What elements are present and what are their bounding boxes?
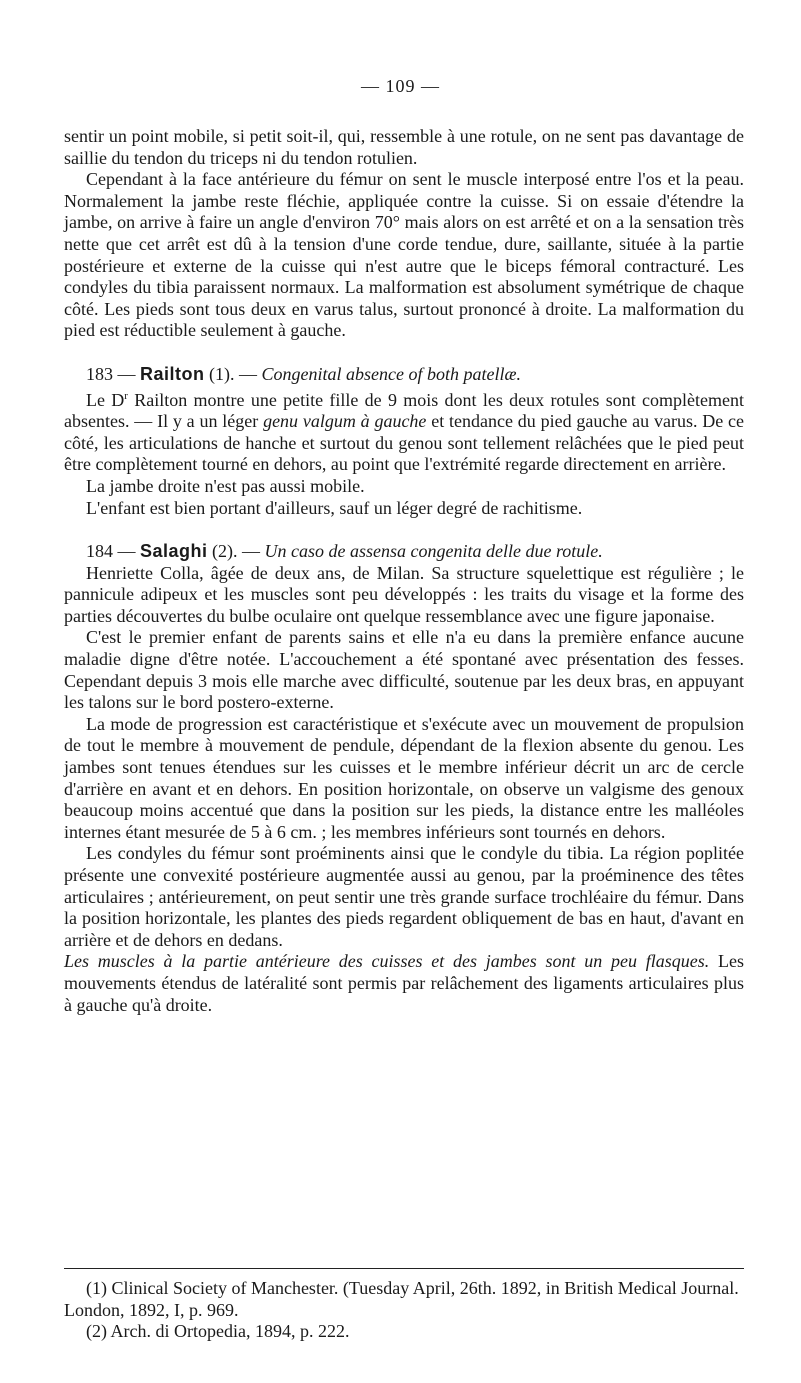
paragraph xyxy=(64,386,744,476)
paragraph xyxy=(64,563,744,628)
paragraph xyxy=(64,169,744,342)
body-text xyxy=(64,126,744,1016)
entry-184-heading xyxy=(64,541,744,563)
entry-title: Congenital absence of both patellæ. xyxy=(261,363,521,384)
footnotes xyxy=(64,1278,744,1343)
entry-183-heading xyxy=(64,364,744,386)
entry-number: 183 — xyxy=(86,363,136,384)
page-number: — 109 — xyxy=(361,76,440,96)
paragraph-text: La jambe droite n'est pas aussi mobile. xyxy=(86,475,365,496)
paragraph-text: sentir un point mobile, si petit soit-il, qui, ressemble à une rotule, on ne sent pas davantage de saillie du tendon du triceps ni du tendon rotulien. xyxy=(64,126,744,168)
paragraph-text: Henriette Colla, âgée de deux ans, de Milan. Sa structure squelettique est régulière ; le pannicule adipeux et les muscles sont peu développés : les traits du visage et la forme des parties découvertes du bulbe oculaire ont quelque ressemblance avec une figure japonaise. xyxy=(64,562,744,626)
paragraph-text: Le D xyxy=(86,389,125,410)
italic-text: Les muscles à la partie antérieure des cuisses et des jambes sont un peu flasques. xyxy=(64,951,710,972)
footnote-divider xyxy=(64,1268,744,1269)
paragraph-text: Railton montre une petite fille de 9 mois dont les deux rotules sont complètement absentes. — Il y a un léger xyxy=(64,389,744,432)
paragraph-text: L'enfant est bien portant d'ailleurs, sauf un léger degré de rachitisme. xyxy=(86,497,583,518)
paragraph xyxy=(64,714,744,844)
paragraph-text: C'est le premier enfant de parents sains et elle n'a eu dans la première enfance aucune maladie digne d'être notée. L'accouchement a été spontané avec présentation des fesses. Cependant depuis 3 mois elle marche avec difficulté, soutenue par les deux bras, en appuyant les talons sur le bord postero-externe. xyxy=(64,627,744,713)
paragraph xyxy=(64,498,744,520)
footnote-ref: (2). — xyxy=(212,541,261,562)
italic-text: genu valgum à gauche xyxy=(263,411,427,432)
footnote-ref: (1). — xyxy=(209,363,257,384)
paragraph-text: La mode de progression est caractéristique et s'exécute avec un mouvement de propulsion de tout le membre à mouvement de pendule, dépendant de la flexion absente du genou. Les jambes sont tenues étendues sur les cuisses et le membre inférieur décrit un arc de cercle d'arrière en avant et en dehors. En position horizontale, on observe un valgisme des genoux beaucoup moins accentué que dans la position sur les pieds, la distance entre les malléoles internes étant mesurée de 5 à 6 cm. ; les membres inférieurs sont tournés en dehors. xyxy=(64,713,744,842)
author-name: Salaghi xyxy=(140,541,208,562)
footnote: (2) Arch. di Ortopedia, 1894, p. 222. xyxy=(86,1321,350,1342)
paragraph xyxy=(64,843,744,951)
paragraph xyxy=(64,951,744,1016)
paragraph xyxy=(64,476,744,498)
paragraph-text: Les mouvements étendus de latéralité sont permis par relâchement des ligaments articulaires plus à gauche qu'à droite. xyxy=(64,951,744,1015)
paragraph xyxy=(64,126,744,169)
superscript: r xyxy=(124,389,128,402)
entry-number: 184 — xyxy=(86,541,136,562)
entry-title: Un caso de assensa congenita delle due rotule. xyxy=(264,541,603,562)
paragraph-text: Cependant à la face antérieure du fémur on sent le muscle interposé entre l'os et la peau. Normalement la jambe reste fléchie, appliquée contre la cuisse. Si on essaie d'étendre la jambe, on arrive à faire un angle d'environ 70° mais alors on est arrêté et on a la sensation très nette que cet arrêt est dû à la tension d'une corde tendue, dure, saillante, située à la partie postérieure et externe de la cuisse qui n'est autre que le biceps fémoral contracturé. Les condyles du tibia paraissent normaux. La malformation est absolument symétrique de chaque côté. Les pieds sont tous deux en varus talus, surtout prononcé à droite. La malformation du pied est réductible seulement à gauche. xyxy=(64,169,744,341)
paragraph-text: et tendance du pied gauche au varus. De ce côté, les articulations de hanche et surtout du genou sont tellement relâchées que le pied peut être complètement tourné en dehors, au point que l'extrémité regarde directement en arrière. xyxy=(64,411,745,475)
paragraph-text: Les condyles du fémur sont proéminents ainsi que le condyle du tibia. La région poplitée présente une convexité postérieure augmentée aussi au genou, par la proéminence des têtes articulaires ; antérieurement, on peut sentir une très grande surface trochléaire du fémur. Dans la position horizontale, les plantes des pieds regardent obliquement de bas en haut, d'avant en arrière et de dehors en dedans. xyxy=(64,843,744,950)
author-name: Railton xyxy=(140,363,205,384)
paragraph xyxy=(64,627,744,713)
footnote: (1) Clinical Society of Manchester. (Tuesday April, 26th. 1892, in British Medical Journal. London, 1892, I, p. 969. xyxy=(64,1278,739,1320)
